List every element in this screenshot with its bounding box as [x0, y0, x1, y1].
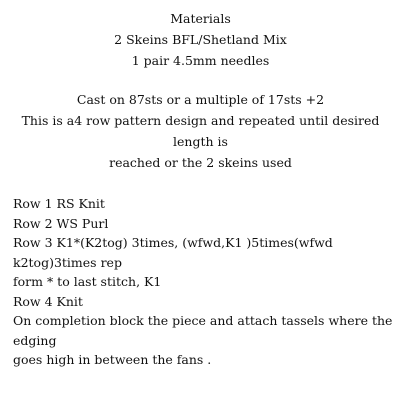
- row-3-instruction: Row 3 K1*(K2tog) 3times, (wfwd,K1 )5times(wfwd k2tog)3times rep: [13, 235, 333, 270]
- finishing-line-2: goes high in between the fans .: [13, 352, 212, 367]
- materials-heading: Materials: [170, 11, 231, 26]
- row-2-instruction: Row 2 WS Purl: [13, 215, 109, 231]
- needles-line: 1 pair 4.5mm needles: [131, 53, 270, 68]
- finishing-line-1: On completion block the piece and attach tassels where the edging: [13, 313, 393, 348]
- pattern-description-line-2: reached or the 2 skeins used: [109, 155, 292, 170]
- materials-section: [0, 0, 401, 71]
- yarn-line: 2 Skeins BFL/Shetland Mix: [114, 32, 287, 47]
- cast-on-line: Cast on 87sts or a multiple of 17sts +2: [76, 92, 325, 107]
- row-3-instruction-continued: form * to last stitch, K1: [13, 274, 162, 289]
- rows-section: [0, 194, 401, 370]
- row-1-instruction: Row 1 RS Knit: [13, 196, 105, 211]
- cast-on-section: [0, 89, 401, 173]
- row-4-instruction: Row 4 Knit: [13, 293, 83, 309]
- pattern-description-line-1: This is a4 row pattern design and repeated until desired length is: [21, 113, 380, 149]
